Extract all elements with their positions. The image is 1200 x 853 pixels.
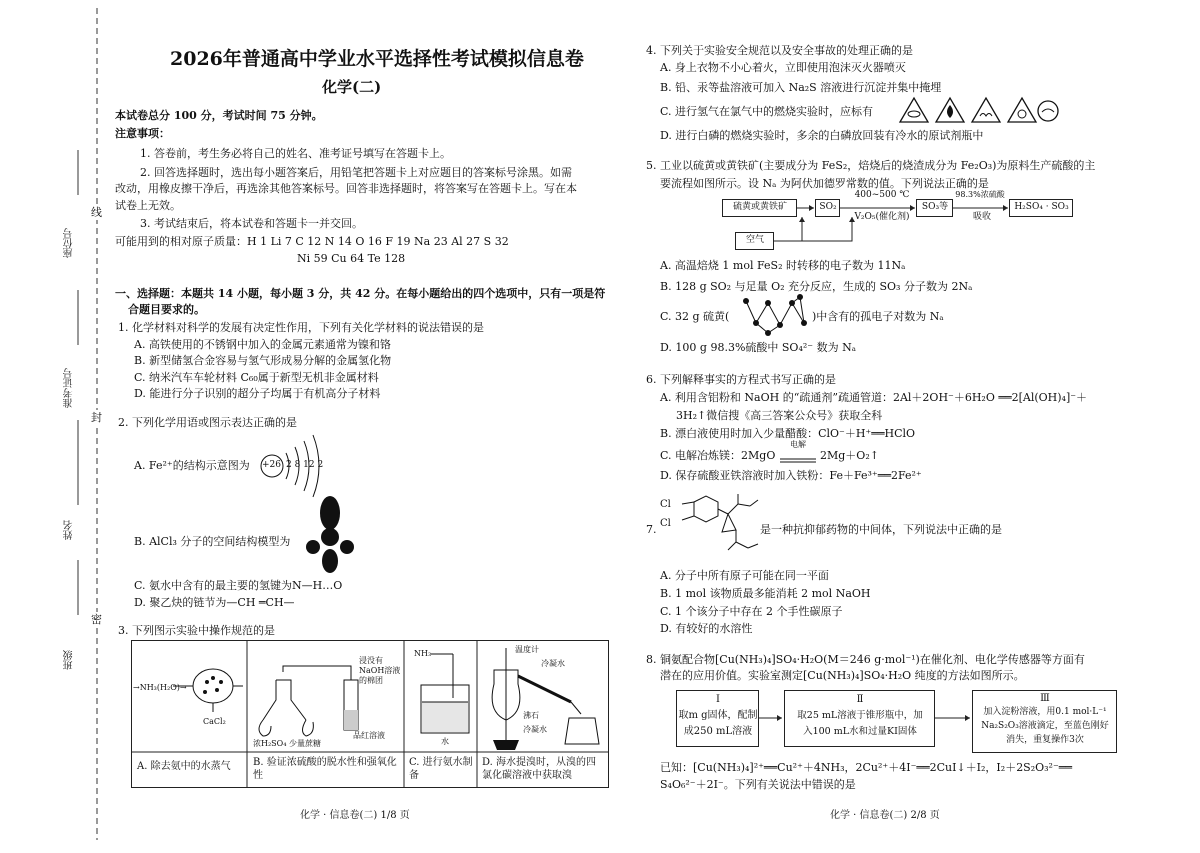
- subject-title: 化学(二): [322, 78, 382, 96]
- notice-1: 1. 答卷前，考生务必将自己的姓名、准考证号填写在答题卡上。: [140, 147, 451, 160]
- cell-d-caption: D. 海水提溴时，从溴的四氯化碳溶液中获取溴: [482, 757, 597, 781]
- binding-word-seal: 封: [91, 411, 102, 424]
- class-label: 班级: [64, 650, 75, 670]
- label-b1: 浸没有NaOH溶液的棉团: [359, 656, 401, 685]
- q7-structure: [670, 490, 760, 560]
- q5-option-b: B. 128 g SO₂ 与足量 O₂ 充分反应，生成的 SO₃ 分子数为 2Nₐ: [660, 280, 973, 293]
- q5-stem-1: 5. 工业以硫黄或黄铁矿(主要成分为 FeS₂，焙烧后的烧渣成分为 Fe₂O₃)为原料生产硫酸的主: [646, 159, 1096, 172]
- atomic-mass-1: 可能用到的相对原子质量：H 1 Li 7 C 12 N 14 O 16 F 19 Na 23 Al 27 S 32: [115, 235, 509, 248]
- section-heading-1: 一、选择题：本题共 14 小题，每小题 3 分，共 42 分。在每小题给出的四个选项中，只有一项是符: [115, 287, 606, 300]
- binding-word-fold: 密: [91, 613, 102, 626]
- notice-2c: 试卷上无效。: [115, 199, 181, 212]
- binding-dashed-line: [0, 0, 100, 849]
- step-1-title: Ⅰ: [716, 694, 720, 705]
- flow-absorb-acid: 98.3%浓硫酸: [955, 190, 1005, 199]
- q6-option-b: B. 漂白液使用时加入少量醋酸：ClO⁻＋H⁺══HClO: [660, 427, 916, 440]
- step-2-title: Ⅱ: [856, 694, 864, 705]
- flow-so2: SO₂: [819, 202, 837, 212]
- flame-icon: [936, 98, 964, 122]
- flow-so3: SO₃等: [921, 202, 949, 212]
- label-b2: 浓H₂SO₄ 少量蔗糖: [253, 739, 321, 748]
- flow-condition-catalyst: V₂O₅(催化剂): [854, 212, 910, 222]
- q4-stem: 4. 下列关于实验安全规范以及安全事故的处理正确的是: [646, 44, 913, 57]
- q1-option-c: C. 纳米汽车车轮材料 C₆₀属于新型无机非金属材料: [134, 371, 379, 384]
- s8-ring-structure: [742, 293, 810, 337]
- electrolysis-condition: 电解: [790, 440, 806, 449]
- q5-option-c-1: C. 32 g 硫黄(: [660, 310, 730, 323]
- step-2-line-2: 入100 mL水和过量KI固体: [803, 726, 917, 737]
- label-d4: 冷凝水: [523, 725, 547, 734]
- q4-option-c: C. 进行氢气在氯气中的燃烧实验时，应标有: [660, 105, 874, 118]
- q6-option-c-2: 2Mg＋O₂↑: [820, 449, 879, 462]
- q6-option-c-1: C. 电解冶炼镁：2MgO: [660, 449, 776, 462]
- label-c1: NH₃: [414, 649, 432, 658]
- label-a1: →NH₃(H₂O)→: [133, 683, 187, 692]
- step-1-line-1: 取m g固体，配制: [678, 710, 758, 721]
- flow-product: H₂SO₄ · SO₃: [1014, 202, 1069, 212]
- q2-option-a: A. Fe²⁺的结构示意图为: [134, 459, 250, 472]
- step-2-line-1: 取25 mL溶液于锥形瓶中，加: [797, 710, 923, 721]
- q8-stem-2: 潜在的应用价值。实验室测定[Cu(NH₃)₄]SO₄·H₂O 纯度的方法如图所示。: [660, 669, 1025, 682]
- label-d2: 冷凝水: [541, 659, 565, 668]
- q4-option-b: B. 铅、汞等盐溶液可加入 Na₂S 溶液进行沉淀并集中掩埋: [660, 81, 942, 94]
- q1-option-d: D. 能进行分子识别的超分子均属于有机高分子材料: [134, 387, 381, 400]
- cell-a-caption: A. 除去氨中的水蒸气: [137, 761, 231, 772]
- q1-option-b: B. 新型储氢合金容易与氢气形成易分解的金属氢化物: [134, 354, 392, 367]
- page-title: 2026年普通高中学业水平选择性考试模拟信息卷: [170, 48, 584, 70]
- step-3-line-3: 消失，重复操作3次: [1006, 735, 1084, 745]
- score-info: 本试卷总分 100 分，考试时间 75 分钟。: [115, 109, 323, 122]
- flow-condition-temp: 400~500 ℃: [854, 190, 910, 200]
- ventilation-icon: [1008, 98, 1036, 122]
- q7-option-c: C. 1 个该分子中存在 2 个手性碳原子: [660, 605, 843, 618]
- q4-option-d: D. 进行白磷的燃烧实验时，多余的白磷放回装有冷水的原试剂瓶中: [660, 129, 984, 142]
- q5-option-d: D. 100 g 98.3%硫酸中 SO₄²⁻ 数为 Nₐ: [660, 341, 856, 354]
- q3-stem: 3. 下列图示实验中操作规范的是: [118, 624, 275, 637]
- q6-option-a-2: 3H₂↑微信搜《高三答案公众号》获取全科: [676, 409, 883, 422]
- q5-option-a: A. 高温焙烧 1 mol FeS₂ 时转移的电子数为 11Nₐ: [660, 259, 906, 272]
- q8-stem-1: 8. 铜氨配合物[Cu(NH₃)₄]SO₄·H₂O(M＝246 g·mol⁻¹)在催化剂、电化学传感器等方面有: [646, 653, 1085, 666]
- atom-nucleus: +26: [262, 460, 281, 470]
- step-3-line-2: Na₂S₂O₃溶液滴定，至蓝色刚好: [981, 721, 1109, 731]
- notice-2b: 改动，用橡皮擦干净后，再选涂其他答案标号。回答非选择题时，将答案写在答题卡上。写在本: [115, 182, 577, 195]
- molecule-model: [305, 495, 355, 575]
- flow-air: 空气: [745, 235, 764, 245]
- label-a2: CaCl₂: [203, 717, 226, 726]
- q8-known-1: 已知：[Cu(NH₃)₄]²⁺══Cu²⁺＋4NH₃，2Cu²⁺＋4I⁻══2CuI↓＋I₂，I₂＋2S₂O₃²⁻══: [660, 761, 1073, 774]
- label-c2: 水: [441, 737, 449, 746]
- section-heading-2: 合题目要求的。: [128, 303, 205, 316]
- name-label: 姓名: [64, 520, 75, 540]
- footer-left: 化学 · 信息卷(二) 1/8 页: [300, 810, 410, 821]
- q7-number: 7.: [646, 523, 657, 536]
- titration-flowchart: [676, 690, 1118, 754]
- hot-surface-icon: [972, 98, 1000, 122]
- safety-icons: [898, 96, 1058, 126]
- label-d1: 温度计: [515, 645, 539, 654]
- q1-option-a: A. 高铁使用的不锈钢中加入的金属元素通常为镍和铬: [134, 338, 391, 351]
- binding-margin: [0, 0, 100, 849]
- q1-stem: 1. 化学材料对科学的发展有决定性作用，下列有关化学材料的说法错误的是: [118, 321, 484, 334]
- label-d3: 沸石: [523, 711, 539, 720]
- q8-known-2: S₄O₆²⁻＋2I⁻。下列有关说法中错误的是: [660, 778, 856, 791]
- q7-cl-2: Cl: [660, 518, 671, 529]
- step-3-line-1: 加入淀粉溶液，用0.1 mol·L⁻¹: [983, 707, 1107, 717]
- sulfuric-acid-flowchart: [722, 192, 1082, 254]
- label-b3: 品红溶液: [353, 731, 385, 740]
- flow-absorb: 吸收: [972, 212, 991, 222]
- q7-cl-1: Cl: [660, 499, 671, 510]
- q2-option-b: B. AlCl₃ 分子的空间结构模型为: [134, 535, 291, 548]
- admission-label: 准考证号: [64, 368, 75, 408]
- footer-right: 化学 · 信息卷(二) 2/8 页: [830, 810, 940, 821]
- q2-option-c: C. 氨水中含有的最主要的氢键为N—H…O: [134, 579, 343, 592]
- notice-2a: 2. 回答选择题时，选出每小题答案后，用铅笔把答题卡上对应题目的答案标号涂黑。如需: [140, 166, 572, 179]
- atom-shells: 2 8 12 2: [286, 460, 324, 470]
- atomic-mass-2: Ni 59 Cu 64 Te 128: [297, 252, 406, 265]
- electrolysis-arrow: [778, 440, 818, 460]
- binding-word-line: 线: [91, 206, 102, 219]
- step-1-line-2: 成250 mL溶液: [683, 726, 753, 737]
- q7-option-a: A. 分子中所有原子可能在同一平面: [660, 569, 829, 582]
- q5-option-c-2: )中含有的孤电子对数为 Nₐ: [812, 310, 944, 323]
- hand-wash-icon: [1038, 101, 1058, 121]
- q7-stem: 是一种抗抑郁药物的中间体，下列说法中正确的是: [760, 523, 1002, 536]
- q5-stem-2: 要流程如图所示。设 Nₐ 为阿伏加德罗常数的值。下列说法正确的是: [660, 177, 989, 190]
- notice-3: 3. 考试结束后，将本试卷和答题卡一并交回。: [140, 217, 363, 230]
- q6-stem: 6. 下列解释事实的方程式书写正确的是: [646, 373, 836, 386]
- seat-label: 座位号: [64, 228, 75, 258]
- notice-title: 注意事项：: [115, 127, 170, 140]
- eye-protection-icon: [900, 98, 928, 122]
- step-3-title: Ⅲ: [1040, 693, 1050, 704]
- q3-apparatus-table: [131, 640, 609, 788]
- flow-raw-material: 硫黄或黄铁矿: [732, 202, 787, 212]
- q2-stem: 2. 下列化学用语或图示表达正确的是: [118, 416, 297, 429]
- cell-b-caption: B. 验证浓硫酸的脱水性和强氧化性: [253, 757, 397, 781]
- cell-c-caption: C. 进行氨水制备: [409, 757, 473, 781]
- q7-option-d: D. 有较好的水溶性: [660, 622, 753, 635]
- q6-option-d: D. 保存硫酸亚铁溶液时加入铁粉：Fe＋Fe³⁺══2Fe²⁺: [660, 469, 922, 482]
- q7-option-b: B. 1 mol 该物质最多能消耗 2 mol NaOH: [660, 587, 871, 600]
- q6-option-a-1: A. 利用含铝粉和 NaOH 的“疏通剂”疏通管道：2Al＋2OH⁻＋6H₂O ══2[Al(OH)₄]⁻＋: [660, 391, 1088, 404]
- q4-option-a: A. 身上衣物不小心着火，立即使用泡沫灭火器喷灭: [660, 61, 906, 74]
- q2-option-d: D. 聚乙炔的链节为—CH ═CH—: [134, 596, 295, 609]
